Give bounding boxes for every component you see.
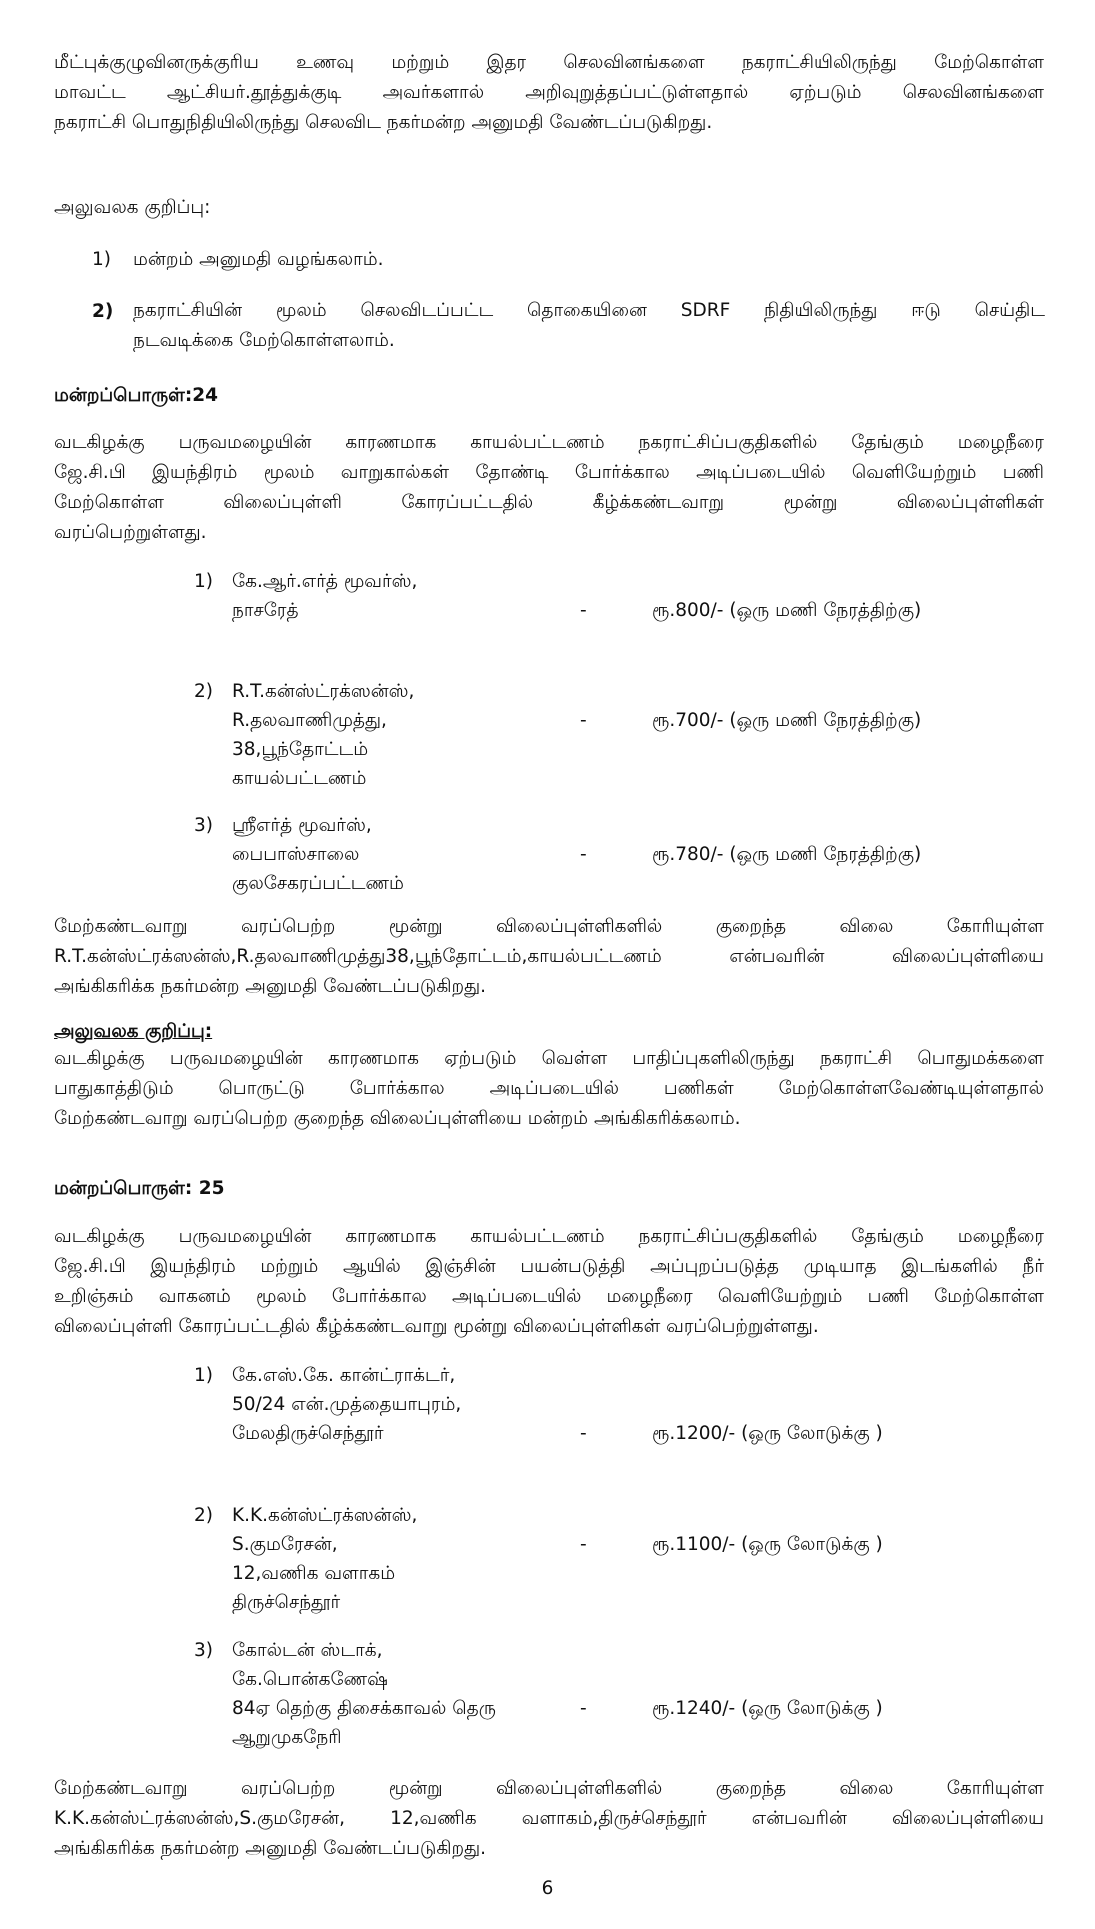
paragraph-line: மேற்கண்டவாறு வரப்பெற்ற மூன்று விலைப்புள்ளிகளில் குறைந்த விலை கோரியுள்ள (54, 916, 1044, 937)
intro-line: நகராட்சி பொதுநிதியிலிருந்து செலவிட நகர்மன்ற அனுமதி வேண்டப்படுகிறது. (54, 112, 713, 133)
bidder-line: 84ஏ தெற்கு திசைக்காவல் தெரு (232, 1698, 496, 1719)
bidder-line: S.குமரேசன், (232, 1534, 338, 1555)
bid-number: 1) (194, 1365, 213, 1386)
bidder-line: மேலதிருச்செந்தூர் (232, 1423, 384, 1444)
bidder-line: குலசேகரப்பட்டணம் (232, 873, 404, 894)
bidder-line: R.T.கன்ஸ்ட்ரக்ஸன்ஸ், (232, 681, 415, 702)
office-note-heading: அலுவலக குறிப்பு: (54, 1021, 213, 1042)
bid-number: 1) (194, 571, 213, 592)
paragraph-line: விலைப்புள்ளி கோரப்பட்டதில் கீழ்க்கண்டவாறு மூன்று விலைப்புள்ளிகள் வரப்பெற்றுள்ளது. (54, 1316, 819, 1337)
bidder-line: 38,பூந்தோட்டம் (232, 739, 369, 760)
agenda-item-25-heading: மன்றப்பொருள்: 25 (54, 1178, 225, 1199)
bidder-line: ஆறுமுகநேரி (232, 1727, 342, 1748)
bid-price: ரூ.1100/- (ஒரு லோடுக்கு ) (652, 1534, 883, 1555)
bid-dash: - (580, 1698, 587, 1719)
agenda-item-24-conclusion (54, 912, 1044, 1002)
paragraph-line: வடகிழக்கு பருவமழையின் காரணமாக ஏற்படும் வெள்ள பாதிப்புகளிலிருந்து நகராட்சி பொதுமக்களை (54, 1048, 1044, 1069)
bid-number: 2) (194, 681, 213, 702)
paragraph-line: K.K.கன்ஸ்ட்ரக்ஸன்ஸ்,S.குமரேசன், 12,வணிக வளாகம்,திருச்செந்தூர் என்பவரின் விலைப்புள்ளியை (54, 1808, 1044, 1829)
note-item-line: நடவடிக்கை மேற்கொள்ளலாம். (133, 330, 395, 351)
intro-line: மீட்புக்குழுவினருக்குரிய உணவு மற்றும் இதர செலவினங்களை நகராட்சியிலிருந்து மேற்கொள்ள (54, 52, 1044, 73)
bid-dash: - (580, 1423, 587, 1444)
paragraph-line: மேற்கொள்ள விலைப்புள்ளி கோரப்பட்டதில் கீழ்க்கண்டவாறு மூன்று விலைப்புள்ளிகள் (54, 492, 1044, 513)
bidder-line: பைபாஸ்சாலை (232, 844, 360, 865)
note-item-text (133, 296, 1045, 356)
bidder-line: K.K.கன்ஸ்ட்ரக்ஸன்ஸ், (232, 1505, 418, 1526)
bid-price: ரூ.700/- (ஒரு மணி நேரத்திற்கு) (652, 710, 922, 731)
agenda-item-25-paragraph (54, 1222, 1044, 1342)
bid-price: ரூ.1240/- (ஒரு லோடுக்கு ) (652, 1698, 883, 1719)
bid-number: 3) (194, 1640, 213, 1661)
bidder-line: கோல்டன் ஸ்டாக், (232, 1640, 383, 1661)
bid-dash: - (580, 1534, 587, 1555)
paragraph-line: வடகிழக்கு பருவமழையின் காரணமாக காயல்பட்டணம் நகராட்சிப்பகுதிகளில் தேங்கும் மழைநீரை (54, 432, 1044, 453)
office-note-paragraph (54, 1044, 1044, 1134)
bidder-line: கே.எஸ்.கே. கான்ட்ராக்டர், (232, 1365, 456, 1386)
bid-price: ரூ.780/- (ஒரு மணி நேரத்திற்கு) (652, 844, 922, 865)
paragraph-line: ஜே.சி.பி இயந்திரம் மூலம் வாறுகால்கள் தோண்டி போர்க்கால அடிப்படையில் வெளியேற்றும் பணி (54, 462, 1044, 483)
paragraph-line: வரப்பெற்றுள்ளது. (54, 522, 207, 543)
paragraph-line: மேற்கண்டவாறு வரப்பெற்ற குறைந்த விலைப்புள்ளியை மன்றம் அங்கிகரிக்கலாம். (54, 1108, 741, 1129)
paragraph-line: அங்கிகரிக்க நகர்மன்ற அனுமதி வேண்டப்படுகிறது. (54, 1838, 487, 1859)
agenda-item-24-heading: மன்றப்பொருள்:24 (54, 385, 218, 406)
bidder-line: கே.பொன்கணேஷ் (232, 1669, 388, 1690)
intro-paragraph (54, 48, 1044, 138)
agenda-item-24-paragraph (54, 428, 1044, 548)
bid-number: 3) (194, 815, 213, 836)
note-item-line: நகராட்சியின் மூலம் செலவிடப்பட்ட தொகையினை SDRF நிதியிலிருந்து ஈடு செய்திட (133, 300, 1045, 321)
paragraph-line: உறிஞ்சும் வாகனம் மூலம் போர்க்கால அடிப்படையில் மழைநீரை வெளியேற்றும் பணி மேற்கொள்ள (54, 1286, 1044, 1307)
bidder-line: R.தலவாணிமுத்து, (232, 710, 387, 731)
paragraph-line: பாதுகாத்திடும் பொருட்டு போர்க்கால அடிப்படையில் பணிகள் மேற்கொள்ளவேண்டியுள்ளதால் (54, 1078, 1044, 1099)
page-number: 6 (541, 1878, 554, 1899)
bidder-line: காயல்பட்டணம் (232, 768, 367, 789)
paragraph-line: வடகிழக்கு பருவமழையின் காரணமாக காயல்பட்டணம் நகராட்சிப்பகுதிகளில் தேங்கும் மழைநீரை (54, 1226, 1044, 1247)
bid-price: ரூ.800/- (ஒரு மணி நேரத்திற்கு) (652, 600, 922, 621)
bid-dash: - (580, 600, 587, 621)
agenda-item-25-conclusion (54, 1774, 1044, 1864)
bidder-line: நாசரேத் (232, 600, 299, 621)
paragraph-line: அங்கிகரிக்க நகர்மன்ற அனுமதி வேண்டப்படுகிறது. (54, 976, 487, 997)
bidder-line: 12,வணிக வளாகம் (232, 1563, 396, 1584)
bid-dash: - (580, 844, 587, 865)
bidder-line: கே.ஆர்.எர்த் மூவர்ஸ், (232, 571, 418, 592)
note-item-number: 2) (92, 301, 114, 322)
intro-line: மாவட்ட ஆட்சியர்.தூத்துக்குடி அவர்களால் அறிவுறுத்தப்பட்டுள்ளதால் ஏற்படும் செலவினங்களை (54, 82, 1044, 103)
paragraph-line: மேற்கண்டவாறு வரப்பெற்ற மூன்று விலைப்புள்ளிகளில் குறைந்த விலை கோரியுள்ள (54, 1778, 1044, 1799)
bidder-line: ஸ்ரீஎர்த் மூவர்ஸ், (232, 815, 372, 836)
office-note-heading: அலுவலக குறிப்பு: (54, 197, 211, 218)
bidder-line: திருச்செந்தூர் (232, 1592, 341, 1613)
bidder-line: 50/24 என்.முத்தையாபுரம், (232, 1394, 462, 1415)
paragraph-line: R.T.கன்ஸ்ட்ரக்ஸன்ஸ்,R.தலவாணிமுத்து38,பூந்தோட்டம்,காயல்பட்டணம் என்பவரின் விலைப்புள்ளியை (54, 946, 1044, 967)
paragraph-line: ஜே.சி.பி இயந்திரம் மற்றும் ஆயில் இஞ்சின் பயன்படுத்தி அப்புறப்படுத்த முடியாத இடங்களில் நீர் (54, 1256, 1044, 1277)
note-item-number: 1) (92, 249, 111, 270)
bid-number: 2) (194, 1505, 213, 1526)
bid-dash: - (580, 710, 587, 731)
note-item-text: மன்றம் அனுமதி வழங்கலாம். (133, 249, 384, 270)
bid-price: ரூ.1200/- (ஒரு லோடுக்கு ) (652, 1423, 883, 1444)
